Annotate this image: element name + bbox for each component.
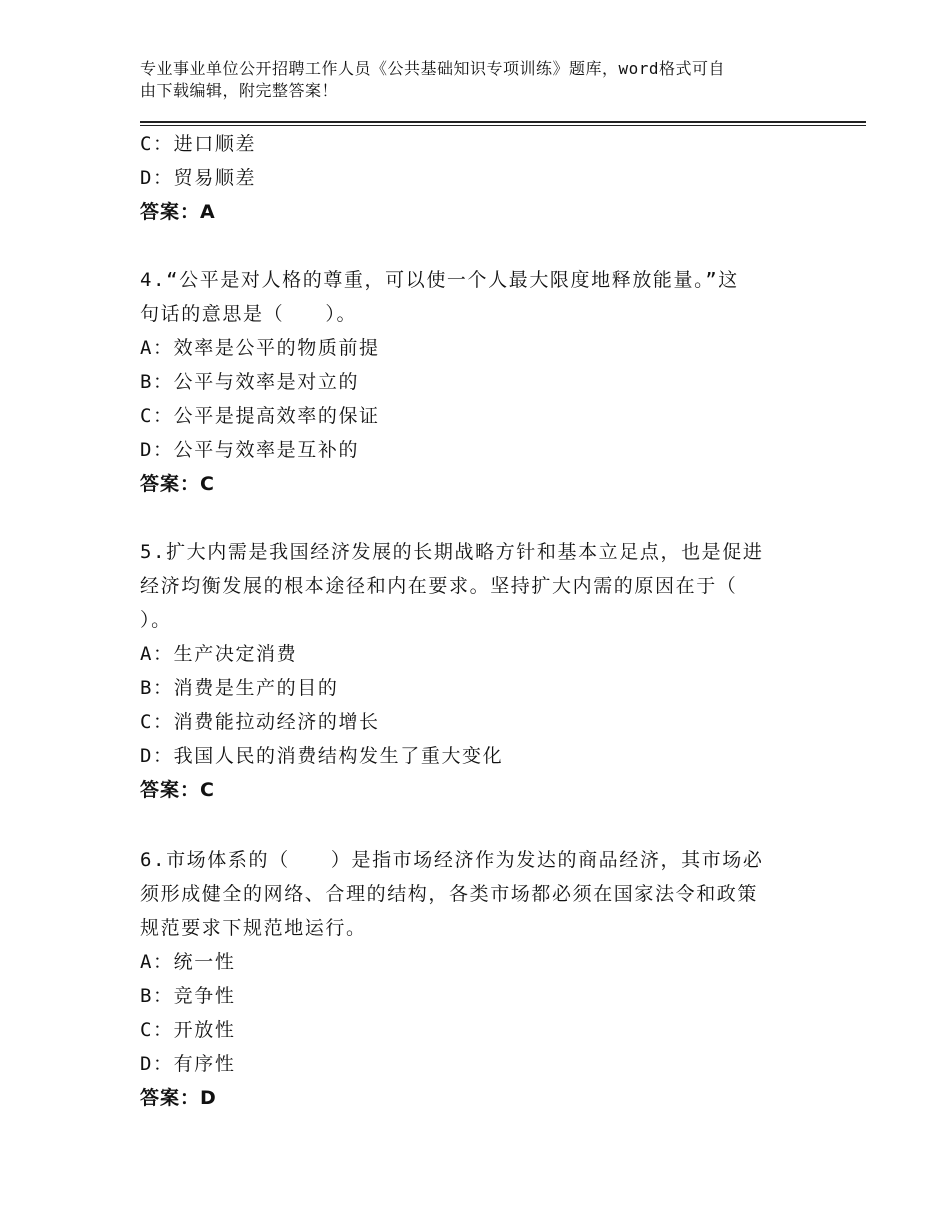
header-line-2: 由下载编辑，附完整答案！ <box>140 81 339 100</box>
question-6 <box>140 843 800 1115</box>
option-b: B：消费是生产的目的 <box>140 677 339 699</box>
answer-label: 答案：C <box>140 779 215 801</box>
question-stem-line: 4.“公平是对人格的尊重，可以使一个人最大限度地释放能量。”这 <box>140 269 739 291</box>
question-stem-line: 须形成健全的网络、合理的结构，各类市场都必须在国家法令和政策 <box>140 883 759 905</box>
option-a: A：生产决定消费 <box>140 643 298 665</box>
option-d: D：我国人民的消费结构发生了重大变化 <box>140 745 504 767</box>
question-3-tail <box>140 127 800 229</box>
option-d: D：公平与效率是互补的 <box>140 439 360 461</box>
option-d: D：有序性 <box>140 1053 236 1075</box>
option-a: A：统一性 <box>140 951 236 973</box>
option-c: C：消费能拉动经济的增长 <box>140 711 380 733</box>
answer-label: 答案：D <box>140 1087 217 1109</box>
option-c: C：公平是提高效率的保证 <box>140 405 380 427</box>
answer-label: 答案：A <box>140 201 216 223</box>
option-b: B：竞争性 <box>140 985 236 1007</box>
header-line-1: 专业事业单位公开招聘工作人员《公共基础知识专项训练》题库，word格式可自 <box>140 59 726 78</box>
page-header <box>140 58 810 102</box>
question-4 <box>140 263 800 501</box>
question-stem-line: 经济均衡发展的根本途径和内在要求。坚持扩大内需的原因在于（ <box>140 575 738 597</box>
option-d: D：贸易顺差 <box>140 167 257 189</box>
option-b: B：公平与效率是对立的 <box>140 371 360 393</box>
question-5 <box>140 535 800 807</box>
question-stem-line: 5.扩大内需是我国经济发展的长期战略方针和基本立足点，也是促进 <box>140 541 764 563</box>
option-c: C：开放性 <box>140 1019 236 1041</box>
question-stem-line: 6.市场体系的（ ）是指市场经济作为发达的商品经济，其市场必 <box>140 849 764 871</box>
answer-label: 答案：C <box>140 473 215 495</box>
option-a: A：效率是公平的物质前提 <box>140 337 380 359</box>
header-divider-thick <box>140 121 866 123</box>
question-stem-line: 规范要求下规范地运行。 <box>140 917 367 939</box>
question-stem-line: 句话的意思是（ ）。 <box>140 303 358 325</box>
header-divider-thin <box>140 125 866 126</box>
option-c: C：进口顺差 <box>140 133 257 155</box>
question-stem-line: ）。 <box>140 609 172 631</box>
